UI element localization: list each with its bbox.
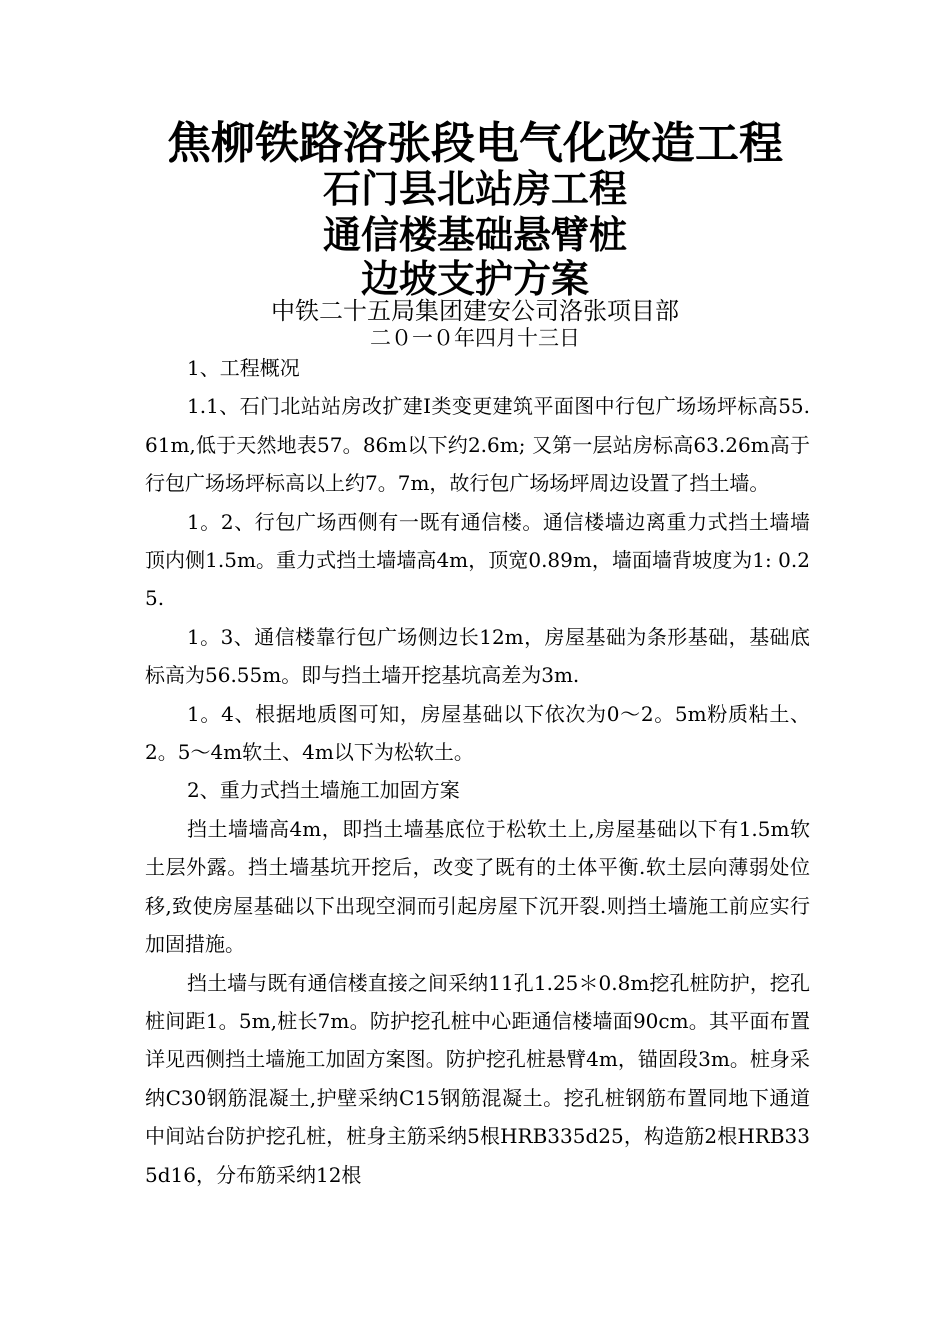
title-line-4: 边坡支护方案: [360, 257, 589, 301]
title-line-3: 通信楼基础悬臂桩: [322, 213, 627, 257]
section-heading-reinforcement: 2、重力式挡土墙施工加固方案: [187, 778, 460, 803]
title-line-1: 焦柳铁路洛张段电气化改造工程: [167, 118, 783, 169]
document-body: [145, 349, 810, 1194]
document-date: 二０一０年四月十三日: [370, 326, 580, 350]
paragraph-2-2: 挡土墙与既有通信楼直接之间采纳11孔1.25＊0.8m挖孔桩防护，挖孔桩间距1。5m,桩长7m。防护挖孔桩中心距通信楼墙面90cm。其平面布置详见西侧挡土墙施工加固方案图。防护挖孔桩悬臂4m，锚固段3m。桩身采纳C30钢筋混凝土,护壁采纳C15钢筋混凝土。挖孔桩钢筋布置同地下通道中间站台防护挖孔桩，桩身主筋采纳5根HRB335d25，构造筋2根HRB335d16，分布筋采纳12根: [145, 970, 810, 1187]
paragraph-1-3: 1。3、通信楼靠行包广场侧边长12m，房屋基础为条形基础，基础底标高为56.55m。即与挡土墙开挖基坑高差为3m.: [145, 624, 810, 688]
paragraph-1-2: 1。2、行包广场西侧有一既有通信楼。通信楼墙边离重力式挡土墙墙顶内侧1.5m。重力式挡土墙墙高4m，顶宽0.89m，墙面墙背坡度为1: 0.25.: [145, 509, 810, 611]
title-line-2: 石门县北站房工程: [322, 167, 627, 211]
section-heading-overview: 1、工程概况: [187, 356, 300, 380]
paragraph-2-1: 挡土墙墙高4m，即挡土墙基底位于松软土上,房屋基础以下有1.5m软土层外露。挡土墙基坑开挖后，改变了既有的土体平衡.软土层向薄弱处位移,致使房屋基础以下出现空洞而引起房屋下沉开裂.则挡土墙施工前应实行加固措施。: [145, 816, 810, 957]
paragraph-1-1: 1.1、石门北站站房改扩建Ⅰ类变更建筑平面图中行包广场场坪标高55.61m,低于天然地表57。86m以下约2.6m; 又第一层站房标高63.26m高于行包广场场坪标高以上约7。7m，故行包广场场坪周边设置了挡土墙。: [145, 394, 810, 496]
organization-name: 中铁二十五局集团建安公司洛张项目部: [271, 297, 679, 325]
paragraph-1-4: 1。4、根据地质图可知，房屋基础以下依次为0～2。5m粉质粘土、2。5～4m软土、4m以下为松软土。: [145, 701, 810, 765]
